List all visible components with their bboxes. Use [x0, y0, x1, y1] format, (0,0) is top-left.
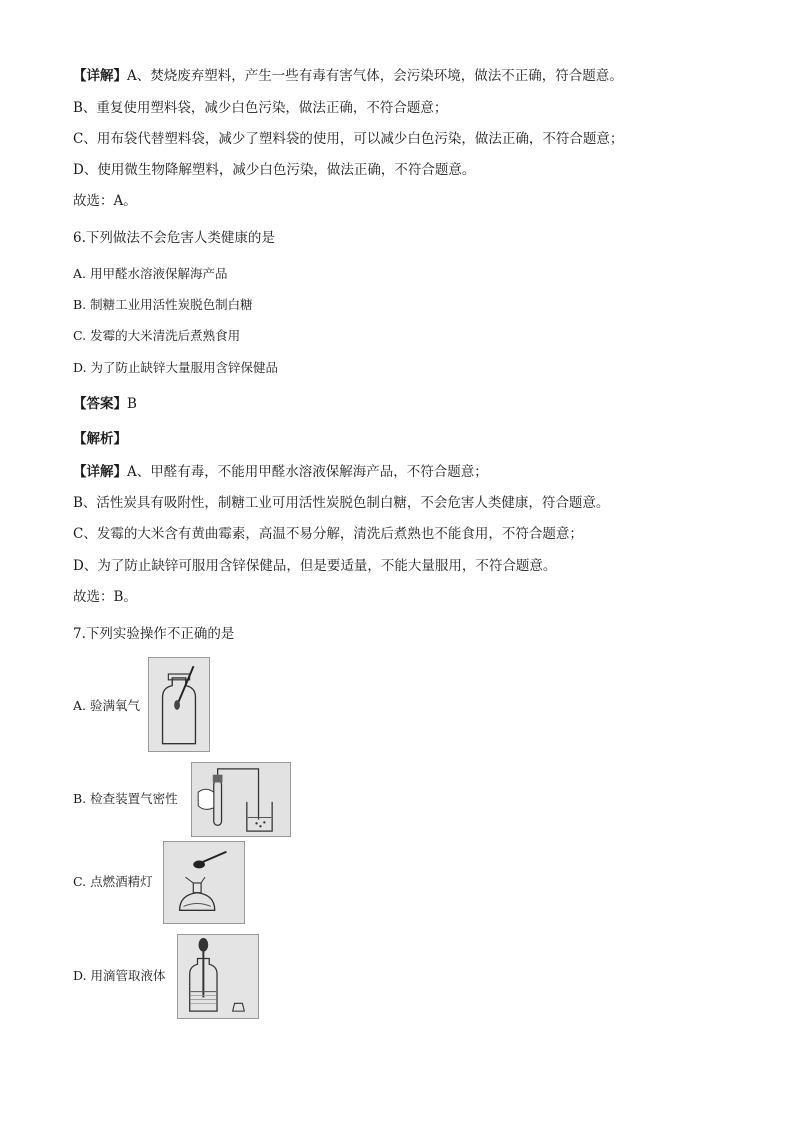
test-tube-hand-icon: [192, 763, 290, 836]
q7-option-c: C. 点燃酒精灯: [73, 874, 153, 889]
q5-detail-line-d: D、使用微生物降解塑料，减少白色污染，做法正确，不符合题意。: [73, 162, 476, 178]
q5-choose: 故选：A。: [73, 193, 137, 209]
q6-choose: 故选：B。: [73, 589, 137, 605]
q6-option-a: A. 用甲醛水溶液保解海产品: [73, 266, 228, 281]
q6-stem: 6.下列做法不会危害人类健康的是: [73, 230, 275, 246]
dropper-image: [177, 934, 259, 1019]
analysis-label: 【解析】: [73, 431, 127, 447]
q7-option-b: B. 检查装置气密性: [73, 791, 178, 806]
q5-detail-line-a: [73, 66, 623, 86]
q6-detail-line-d: D、为了防止缺锌可服用含锌保健品，但是要适量，不能大量服用，不符合题意。: [73, 558, 557, 574]
q6-detail-line-c: C、发霉的大米含有黄曲霉素，高温不易分解，清洗后煮熟也不能食用，不符合题意；: [73, 526, 583, 542]
q6-option-b: B. 制糖工业用活性炭脱色制白糖: [73, 297, 253, 312]
detail-text: A、焚烧废弃塑料，产生一些有毒有害气体，会污染环境，做法不正确，符合题意。: [127, 68, 623, 84]
q6-detail-line-b: B、活性炭具有吸附性，制糖工业可用活性炭脱色制白糖，不会危害人类健康，符合题意。: [73, 495, 610, 511]
q6-analysis-label: [73, 429, 127, 449]
q6-option-c: C. 发霉的大米清洗后煮熟食用: [73, 328, 241, 343]
alcohol-lamp-image: [163, 841, 245, 924]
q7-option-d: D. 用滴管取液体: [73, 968, 166, 983]
q7-stem: 7.下列实验操作不正确的是: [73, 626, 235, 642]
airtightness-test-image: [191, 762, 291, 837]
q6-option-d: D. 为了防止缺锌大量服用含锌保健品: [73, 360, 279, 375]
answer-label: 【答案】: [73, 396, 127, 412]
q5-detail-line-c: C、用布袋代替塑料袋，减少了塑料袋的使用，可以减少白色污染，做法正确，不符合题意；: [73, 131, 624, 147]
q5-detail-line-b: B、重复使用塑料袋，减少白色污染，做法正确，不符合题意；: [73, 100, 448, 116]
q7-option-a: A. 验满氧气: [73, 698, 140, 713]
oxygen-test-image: [148, 657, 210, 752]
detail-label: 【详解】: [73, 464, 127, 480]
q6-answer: [73, 394, 137, 414]
dropper-bottle-icon: [178, 935, 258, 1018]
alcohol-lamp-icon: [164, 842, 244, 923]
q6-detail-line-a: [73, 462, 488, 482]
answer-value: B: [127, 396, 137, 412]
detail-text: A、甲醛有毒，不能用甲醛水溶液保解海产品，不符合题意；: [127, 464, 488, 480]
detail-label: 【详解】: [73, 68, 127, 84]
gas-bottle-icon: [149, 658, 209, 751]
